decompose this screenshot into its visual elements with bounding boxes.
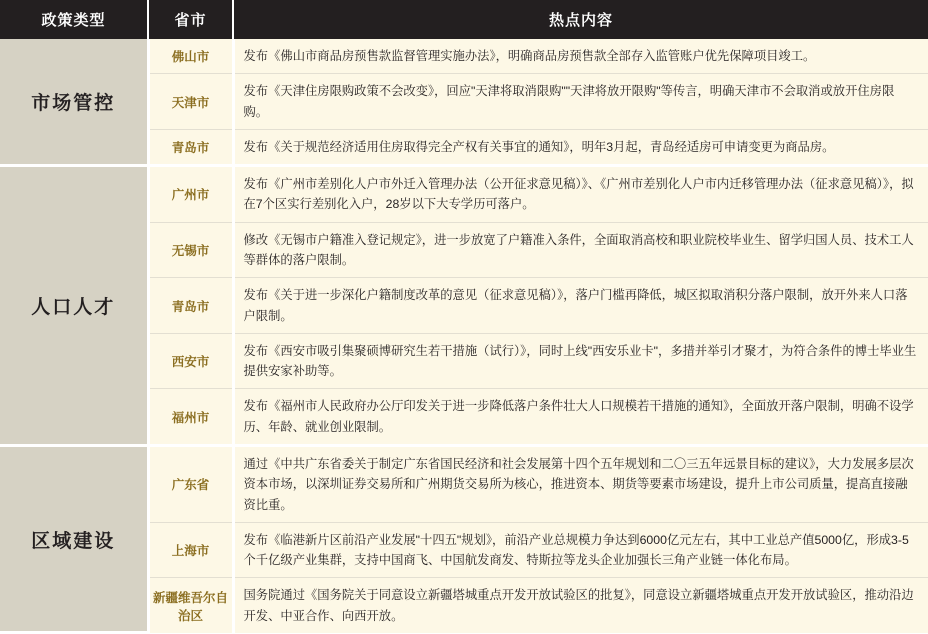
header-row [0,0,928,39]
content-cell: 发布《天津住房限购政策不会改变》，回应"天津将取消限购""天津将放开限购"等传言，明确天津市不会取消或放开住房限购。 [233,74,928,130]
city-cell: 青岛市 [148,129,233,165]
content-cell: 发布《广州市差别化人户市外迁入管理办法（公开征求意见稿）》、《广州市差别化人户市内迁移管理办法（征求意见稿）》，拟在7个区实行差别化入户，28岁以下大专学历可落户。 [233,166,928,223]
city-cell: 新疆维吾尔自治区 [148,578,233,633]
column-header-city: 省市 [148,0,233,39]
city-cell: 佛山市 [148,39,233,74]
content-cell: 发布《西安市吸引集聚硕博研究生若干措施（试行）》，同时上线"西安乐业卡"，多措并举引才聚才，为符合条件的博士毕业生提供安家补助等。 [233,333,928,389]
policy-type-cell: 市场管控 [0,39,148,166]
table-row [0,445,928,522]
city-cell: 西安市 [148,333,233,389]
city-cell: 广东省 [148,445,233,522]
content-cell: 国务院通过《国务院关于同意设立新疆塔城重点开发开放试验区的批复》，同意设立新疆塔城重点开发开放试验区，推动沿边开发、中亚合作、向西开放。 [233,578,928,633]
city-cell: 青岛市 [148,278,233,334]
policy-type-cell: 区域建设 [0,445,148,632]
content-cell: 通过《中共广东省委关于制定广东省国民经济和社会发展第十四个五年规划和二〇三五年远景目标的建议》，大力发展多层次资本市场，以深圳证券交易所和广州期货交易所为核心，推进资本、期货等要素市场建设，提升上市公司质量，提高直接融资比重。 [233,445,928,522]
table-header [0,0,928,39]
column-header-type: 政策类型 [0,0,148,39]
content-cell: 发布《关于进一步深化户籍制度改革的意见（征求意见稿）》，落户门槛再降低，城区拟取消积分落户限制，放开外来人口落户限制。 [233,278,928,334]
table-row [0,166,928,223]
city-cell: 上海市 [148,522,233,578]
city-cell: 天津市 [148,74,233,130]
city-cell: 广州市 [148,166,233,223]
content-cell: 修改《无锡市户籍准入登记规定》，进一步放宽了户籍准入条件，全面取消高校和职业院校毕业生、留学归国人员、技术工人等群体的落户限制。 [233,222,928,278]
content-cell: 发布《福州市人民政府办公厅印发关于进一步降低落户条件壮大人口规模若干措施的通知》，全面放开落户限制，明确不设学历、年龄、就业创业限制。 [233,389,928,446]
content-cell: 发布《关于规范经济适用住房取得完全产权有关事宜的通知》，明年3月起，青岛经适房可申请变更为商品房。 [233,129,928,165]
content-cell: 发布《临港新片区前沿产业发展"十四五"规划》，前沿产业总规模力争达到6000亿元左右，其中工业总产值5000亿，形成3-5个千亿级产业集群，支持中国商飞、中国航发商发、特斯拉等龙头企业加强长三角产业链一体化布局。 [233,522,928,578]
city-cell: 无锡市 [148,222,233,278]
column-header-content: 热点内容 [233,0,928,39]
policy-type-cell: 人口人才 [0,166,148,446]
table-body [0,39,928,633]
content-cell: 发布《佛山市商品房预售款监督管理实施办法》，明确商品房预售款全部存入监管账户优先保障项目竣工。 [233,39,928,74]
table-row [0,39,928,74]
city-cell: 福州市 [148,389,233,446]
